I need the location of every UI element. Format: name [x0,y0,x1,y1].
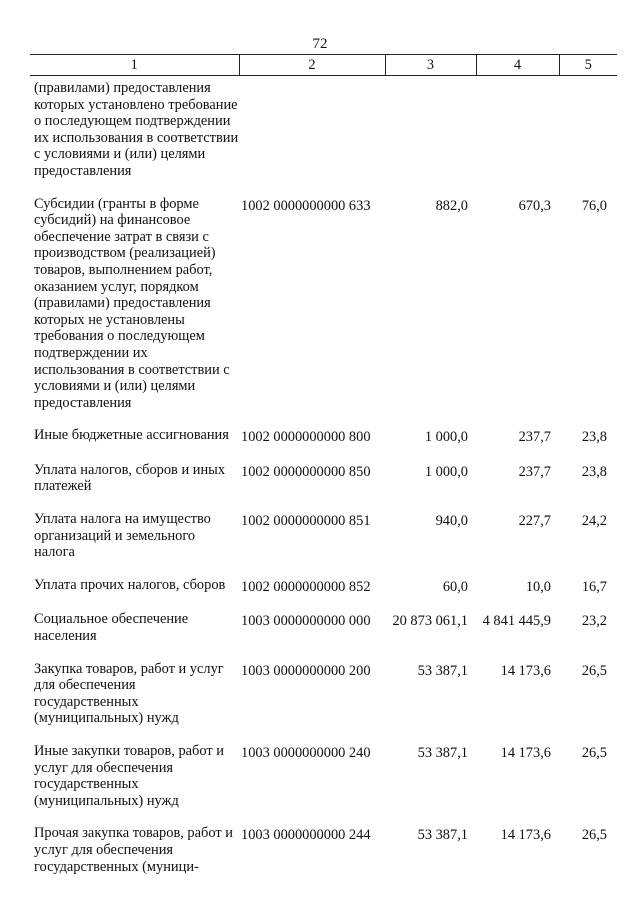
row-value-4 [476,76,559,196]
table-row [30,661,617,743]
row-code: 1002 0000000000 800 [241,429,371,446]
row-value-5: 23,8 [581,429,607,446]
row-name: Уплата налогов, сборов и иных платежей [34,461,226,495]
row-name: Прочая закупка товаров, работ и услуг для обеспечения государственных (муници- [34,825,233,875]
column-header-2: 2 [239,55,385,76]
table-row [30,511,617,577]
row-value-3: 53 387,1 [417,662,468,679]
row-value-3: 1 000,0 [424,429,468,446]
column-header-5: 5 [559,55,617,76]
page-number: 72 [312,36,328,52]
table-row [30,196,617,428]
row-value-3: 60,0 [442,578,468,595]
row-value-3: 53 387,1 [417,827,468,844]
row-name: Закупка товаров, работ и услуг для обеспечения государственных (муниципальных) нужд [34,660,224,727]
column-header-1: 1 [30,55,239,76]
row-name: Социальное обеспечение населения [34,611,189,645]
row-value-4: 4 841 445,9 [482,613,551,630]
row-value-5: 26,5 [581,662,607,679]
row-value-4: 14 173,6 [500,827,551,844]
row-value-5: 23,8 [581,463,607,480]
table-row [30,743,617,825]
table-row [30,427,617,462]
table-header-row [30,55,617,76]
row-code [239,76,385,196]
row-value-5: 76,0 [581,197,607,214]
row-value-4: 670,3 [518,197,551,214]
row-value-5: 23,2 [581,613,607,630]
row-value-4: 10,0 [525,578,551,595]
row-value-4: 14 173,6 [500,662,551,679]
row-value-3: 882,0 [435,197,468,214]
table-row [30,825,617,875]
row-value-5: 26,5 [581,745,607,761]
row-code: 1003 0000000000 200 [241,662,371,679]
table-row [30,462,617,511]
row-code: 1002 0000000000 852 [241,578,371,595]
row-name: Иные закупки товаров, работ и услуг для обеспечения государственных (муниципальных) нужд [34,743,224,809]
row-value-5: 16,7 [581,578,607,595]
row-name: (правилами) предоставления которых установлено требование о последующем подтверждении их использования в соответствии с условиями и (или) целями предоставления [34,80,239,179]
row-name: Уплата прочих налогов, сборов [34,576,226,593]
row-value-5: 24,2 [581,513,607,530]
row-value-3 [385,76,476,196]
row-value-4: 237,7 [518,429,551,446]
row-value-5: 26,5 [581,827,607,844]
budget-table [30,54,617,875]
row-value-3: 940,0 [435,513,468,530]
column-header-4: 4 [476,55,559,76]
row-value-3: 53 387,1 [417,745,468,761]
row-code: 1003 0000000000 000 [241,613,371,630]
row-value-5 [559,76,617,196]
row-code: 1002 0000000000 850 [241,463,371,480]
table-row [30,577,617,612]
row-value-4: 237,7 [518,463,551,480]
row-name: Уплата налога на имущество организаций и земельного налога [34,511,211,561]
row-code: 1003 0000000000 240 [241,745,371,761]
table-row [30,611,617,660]
row-value-3: 1 000,0 [424,463,468,480]
column-header-3: 3 [385,55,476,76]
row-value-4: 227,7 [518,513,551,530]
row-name: Иные бюджетные ассигнования [34,427,229,444]
row-code: 1003 0000000000 244 [241,827,371,844]
row-name: Субсидии (гранты в форме субсидий) на финансовое обеспечение затрат в связи с производством (реализацией) товаров, выполнением работ, оказанием услуг, порядком (правилами) предоставления которых не установлены требования о последующем подтверждении их использования в соответствии с условиями и (или) целями предоставления [34,195,230,411]
row-code: 1002 0000000000 851 [241,513,371,530]
row-value-4: 14 173,6 [500,745,551,761]
row-code: 1002 0000000000 633 [241,197,371,214]
row-value-3: 20 873 061,1 [392,613,468,630]
table-row [30,76,617,196]
